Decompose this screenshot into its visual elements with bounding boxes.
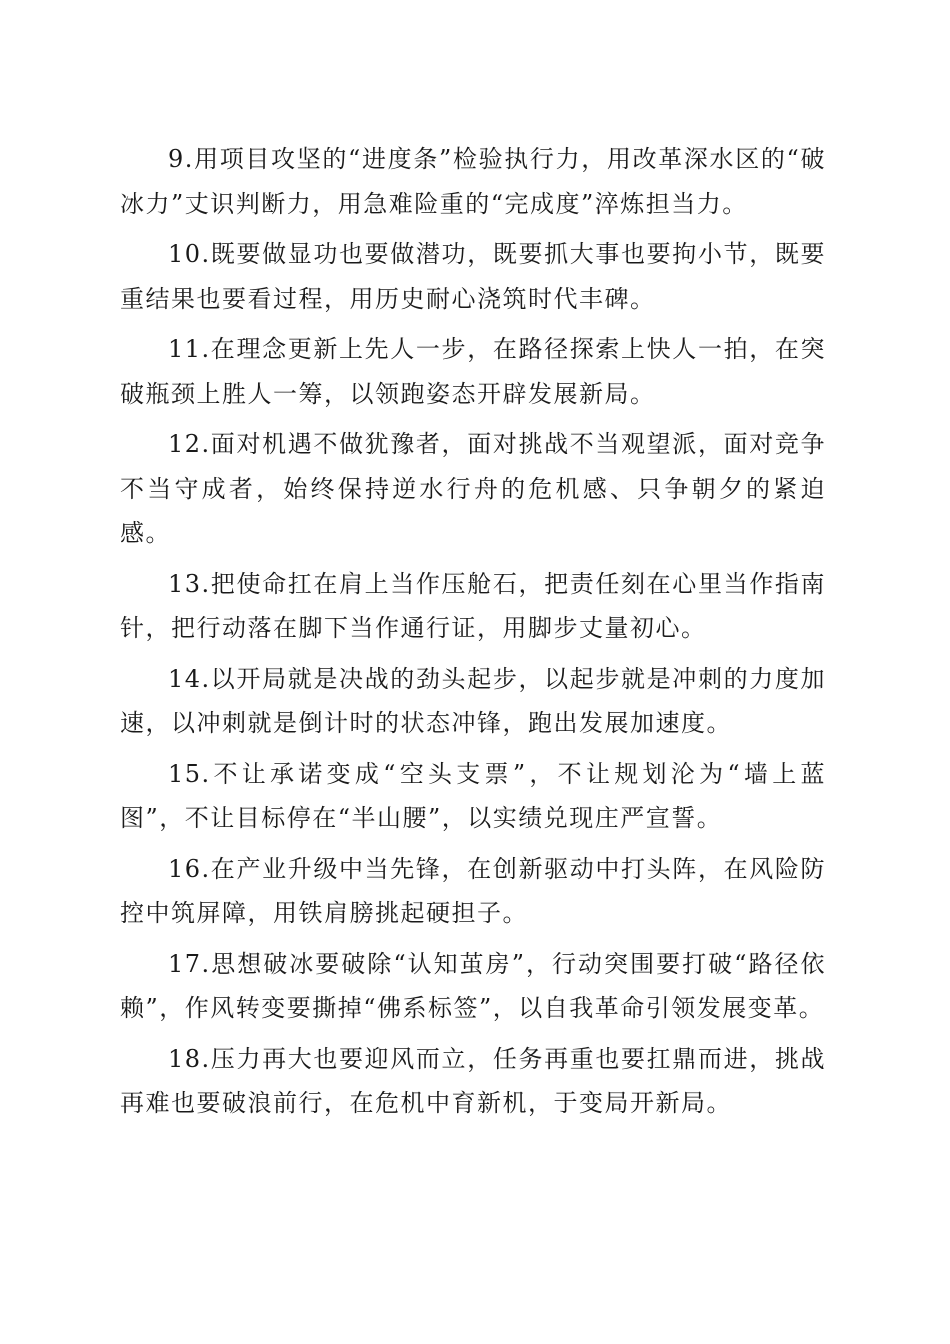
document-body: [120, 137, 826, 1132]
paragraph-12: 12.面对机遇不做犹豫者，面对挑战不当观望派，面对竞争不当守成者，始终保持逆水行舟的危机感、只争朝夕的紧迫感。: [120, 430, 826, 547]
paragraph-15: 15.不让承诺变成“空头支票”，不让规划沦为“墙上蓝图”，不让目标停在“半山腰”，以实绩兑现庄严宣誓。: [120, 759, 826, 832]
paragraph-10: 10.既要做显功也要做潜功，既要抓大事也要拘小节，既要重结果也要看过程，用历史耐心浇筑时代丰碑。: [120, 240, 826, 313]
paragraph-18: 18.压力再大也要迎风而立，任务再重也要扛鼎而进，挑战再难也要破浪前行，在危机中育新机，于变局开新局。: [120, 1044, 826, 1117]
paragraph-13: 13.把使命扛在肩上当作压舱石，把责任刻在心里当作指南针，把行动落在脚下当作通行证，用脚步丈量初心。: [120, 569, 826, 642]
paragraph-17: 17.思想破冰要破除“认知茧房”，行动突围要打破“路径依赖”，作风转变要撕掉“佛系标签”，以自我革命引领发展变革。: [120, 949, 826, 1022]
paragraph-16: 16.在产业升级中当先锋，在创新驱动中打头阵，在风险防控中筑屏障，用铁肩膀挑起硬担子。: [120, 854, 826, 927]
paragraph-9: 9.用项目攻坚的“进度条”检验执行力，用改革深水区的“破冰力”丈识判断力，用急难险重的“完成度”淬炼担当力。: [120, 145, 826, 218]
paragraph-14: 14.以开局就是决战的劲头起步，以起步就是冲刺的力度加速，以冲刺就是倒计时的状态冲锋，跑出发展加速度。: [120, 664, 826, 737]
paragraph-11: 11.在理念更新上先人一步，在路径探索上快人一拍，在突破瓶颈上胜人一筹，以领跑姿态开辟发展新局。: [120, 335, 826, 408]
